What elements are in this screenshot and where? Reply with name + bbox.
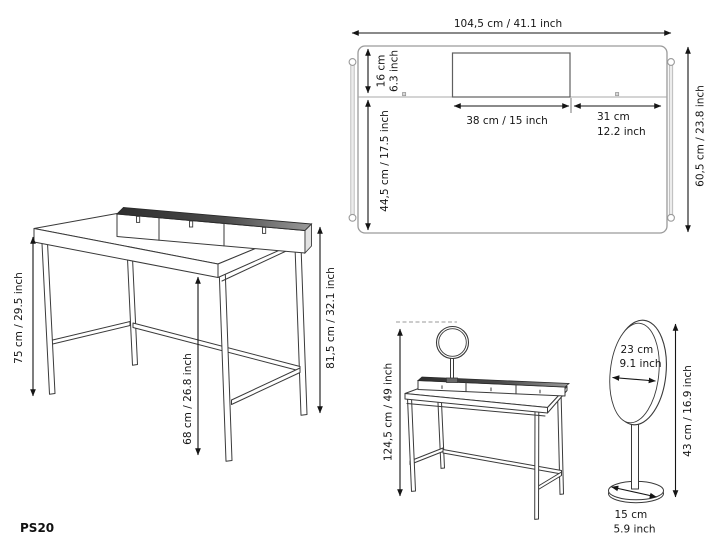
dim-label-height-with-mirror: 124,5 cm / 49 inch [382,362,395,462]
desk-stretcher [133,323,300,371]
dim-label-glass-diameter-in: 9.1 inch [619,358,662,370]
desk-leg [295,232,308,415]
dim-label-riser-depth-in: 6.3 inch [388,49,401,93]
dim-label-drawer-width: 38 cm / 15 inch [466,115,548,127]
dim-label-right-section-in: 12.2 inch [597,126,646,138]
dim-label-clearance: 68 cm / 26.8 inch [182,353,194,445]
dim-label-right-section-cm: 31 cm [597,111,630,123]
drawer-handle-icon [137,216,140,222]
top-view-diagram [349,18,706,233]
desk-stretcher [410,448,443,465]
side-rail-left [351,62,354,218]
corner-fitting-icon [668,59,675,66]
dim-label-base-diameter-in: 5.9 inch [613,523,656,536]
drawer-handle-icon [190,221,193,227]
drawer-outline-top-view [453,53,571,97]
mirror-diagram [605,317,694,535]
hook-icon [616,93,619,96]
desk-leg [535,408,539,520]
desk-leg [219,265,232,461]
perspective-view-diagram [13,208,337,462]
mirror-stem [451,357,454,381]
mirror-mount [447,378,458,383]
dim-label-desk-height: 75 cm / 29.5 inch [13,272,25,364]
desk-with-mirror-diagram [383,322,570,519]
desk-stretcher [538,472,562,490]
desk-leg [558,391,564,495]
dim-label-glass-diameter-cm: 23 cm [620,344,654,356]
side-rail-right [669,62,672,218]
desk-leg [408,398,416,492]
mirror-glass-rim [439,329,467,357]
desk-leg [42,243,55,394]
drawer-handle-icon [263,227,266,233]
dim-label-riser-depth-cm: 16 cm [375,54,388,88]
dim-label-total-height: 81,5 cm / 32.1 inch [325,267,337,369]
dim-label-total-width: 104,5 cm / 41.1 inch [453,18,563,30]
dim-label-desktop-depth: 44,5 cm / 17.5 inch [379,110,391,212]
desk-stretcher [49,322,131,346]
dim-label-base-diameter-cm: 15 cm [614,509,648,521]
corner-fitting-icon [349,214,356,221]
corner-fitting-icon [349,59,356,66]
hook-icon [403,93,406,96]
corner-fitting-icon [668,214,675,221]
dim-label-total-depth: 60,5 cm / 23.8 inch [694,85,707,187]
desk-stretcher [232,368,301,405]
product-code: PS20 [20,521,55,535]
desk-stretcher [443,450,562,475]
dim-label-mirror-height: 43 cm / 16.9 inch [682,365,694,457]
